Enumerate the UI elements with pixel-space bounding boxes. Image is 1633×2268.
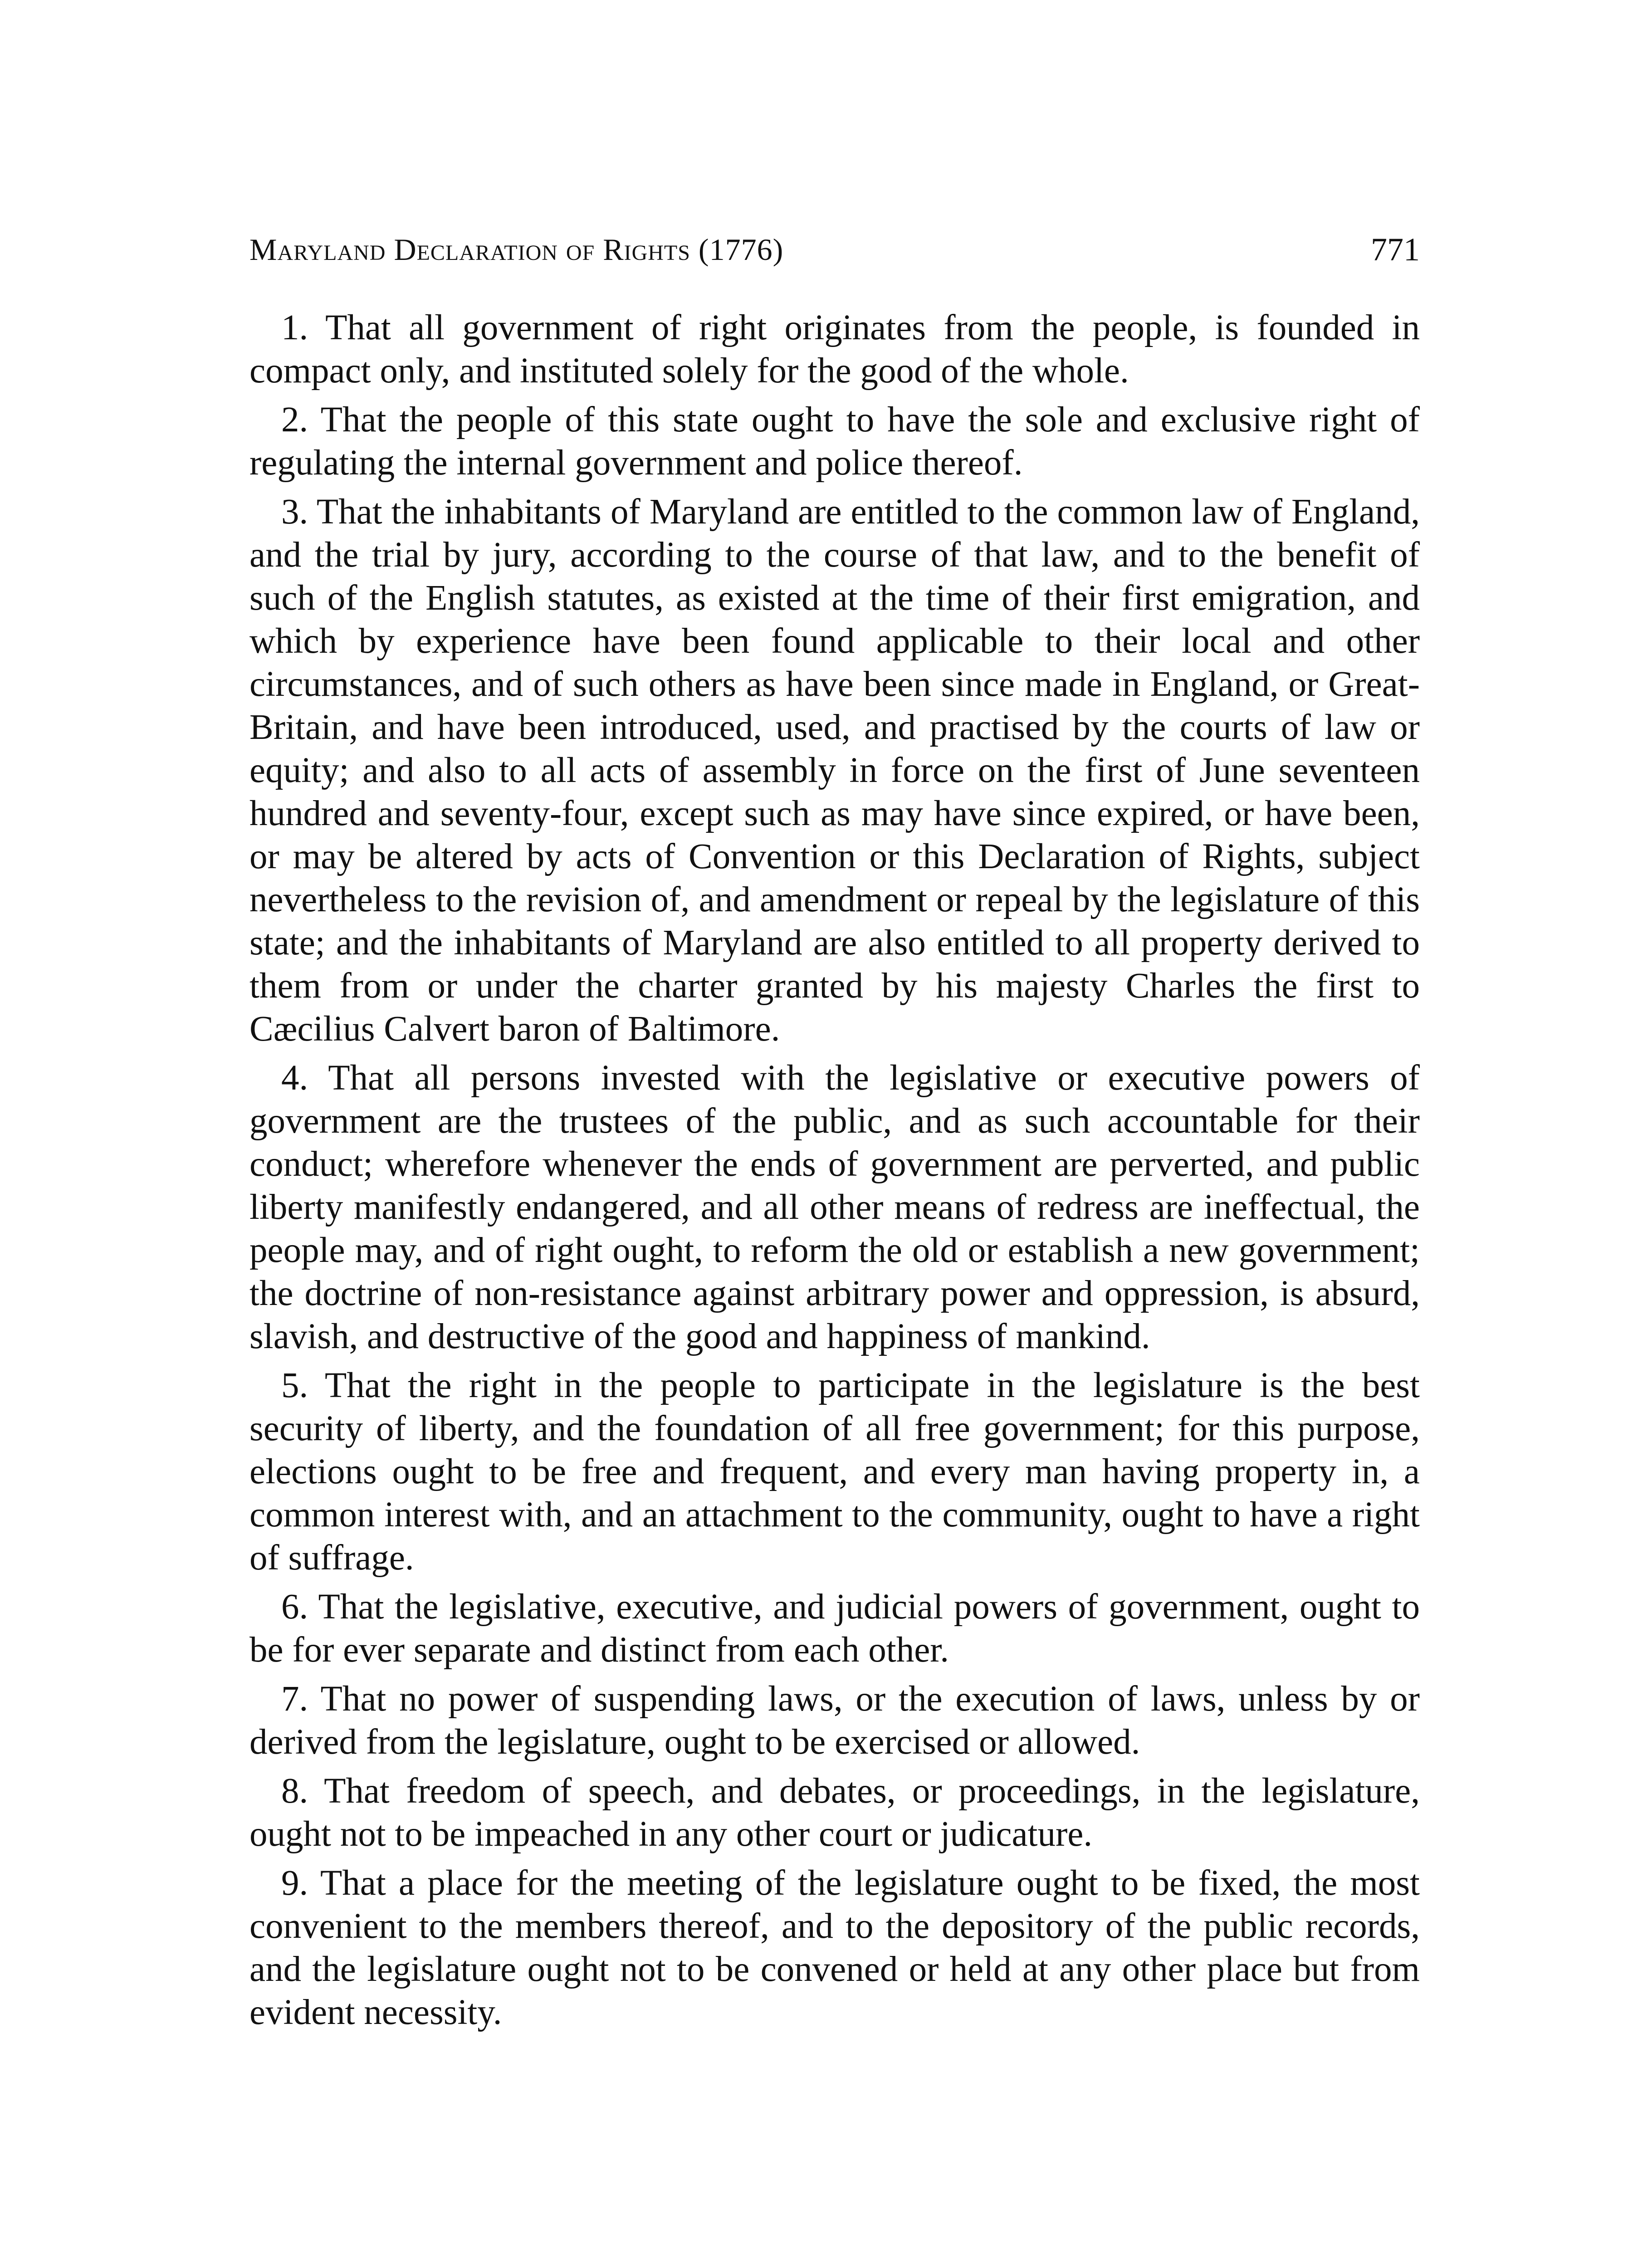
article-4: 4. That all persons invested with the legislative or executive powers of government are the trustees of the public, and as such accountable for their conduct; wherefore whenever the ends of government are perverted, and public liberty manifestly endangered, and all other means of redress are ineffectual, the people may, and of right ought, to reform the old or establish a new government; the doctrine of non-resistance against arbitrary power and oppression, is absurd, slavish, and destructive of the good and happiness of mankind.	[249, 1058, 1420, 1356]
article-7: 7. That no power of suspending laws, or the execution of laws, unless by or derived from the legislature, ought to be exercised or allowed.	[249, 1679, 1420, 1762]
body-text	[249, 306, 1420, 2040]
running-header	[249, 227, 1420, 277]
article-9: 9. That a place for the meeting of the legislature ought to be fixed, the most convenient to the members thereof, and to the depository of the public records, and the legislature ought not to be convened or held at any other place but from evident necessity.	[249, 1863, 1420, 2032]
article-8: 8. That freedom of speech, and debates, or proceedings, in the legislature, ought not to be impeached in any other court or judicature.	[249, 1771, 1420, 1854]
page-number: 771	[1371, 231, 1420, 268]
running-title: Maryland Declaration of Rights (1776)	[249, 232, 784, 267]
article-5: 5. That the right in the people to participate in the legislature is the best security of liberty, and the foundation of all free government; for this purpose, elections ought to be free and frequent, and every man having property in, a common interest with, and an attachment to the community, ought to have a right of suffrage.	[249, 1366, 1420, 1578]
article-1: 1. That all government of right originates from the people, is founded in compact only, and instituted solely for the good of the whole.	[249, 308, 1420, 391]
article-2: 2. That the people of this state ought to have the sole and exclusive right of regulating the internal government and police thereof.	[249, 400, 1420, 483]
article-3: 3. That the inhabitants of Maryland are entitled to the common law of England, and the trial by jury, according to the course of that law, and to the benefit of such of the English statutes, as existed at the time of their first emigration, and which by experience have been found applicable to their local and other circumstances, and of such others as have been since made in England, or Great-Britain, and have been introduced, used, and practised by the courts of law or equity; and also to all acts of assembly in force on the first of June seventeen hundred and seventy-four, except such as may have since expired, or have been, or may be altered by acts of Convention or this Declaration of Rights, subject nevertheless to the revision of, and amendment or repeal by the legislature of this state; and the inhabitants of Maryland are also entitled to all property derived to them from or under the charter granted by his majesty Charles the first to Cæcilius Calvert baron of Baltimore.	[249, 492, 1420, 1049]
article-6: 6. That the legislative, executive, and judicial powers of government, ought to be for ever separate and distinct from each other.	[249, 1587, 1420, 1670]
